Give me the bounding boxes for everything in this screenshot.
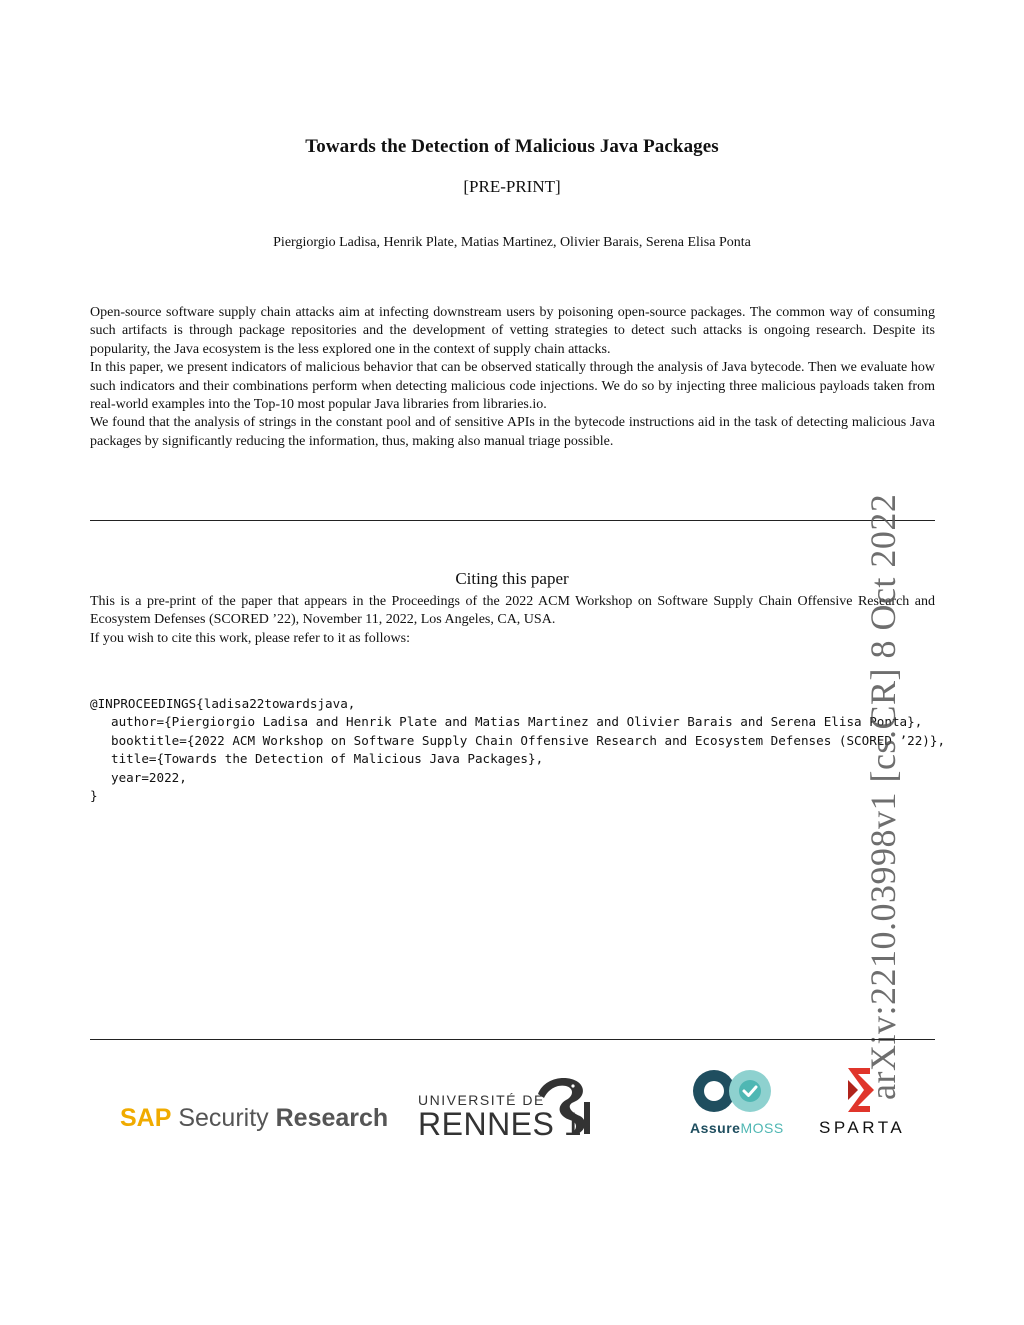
rennes-top-text: UNIVERSITÉ DE — [418, 1092, 545, 1108]
arxiv-watermark: arXiv:2210.03998v1 [cs.CR] 8 Oct 2022 — [863, 493, 903, 1100]
abstract — [90, 304, 935, 451]
bibtex-line: title={Towards the Detection of Malicious Java Packages}, — [111, 751, 544, 767]
sparta-logo — [818, 1066, 910, 1138]
bibtex-line: year=2022, — [111, 769, 187, 785]
sparta-wordmark: SPARTA — [819, 1118, 906, 1137]
sap-security-research-logo: SAP Security Research — [120, 1104, 389, 1132]
assuremoss-logo — [688, 1066, 784, 1138]
citing-heading: Citing this paper — [455, 569, 569, 588]
bibtex-line: @INPROCEEDINGS{ladisa22towardsjava, — [90, 696, 356, 711]
divider — [90, 1039, 935, 1040]
abstract-paragraph: We found that the analysis of strings in the constant pool and of sensitive APIs in the bytecode instructions aid in the task of detecting malicious Java packages by significantly reducing the information, thus, making also manual triage possible. — [90, 415, 935, 449]
assuremoss-wordmark: AssureMOSS — [690, 1120, 784, 1136]
universite-de-rennes-logo — [418, 1072, 598, 1140]
divider — [90, 520, 935, 521]
citing-line: If you wish to cite this work, please refer to it as follows: — [90, 630, 410, 646]
abstract-paragraph: In this paper, we present indicators of malicious behavior that can be observed statically through the analysis of Java bytecode. Then we evaluate how such indicators and their combinations perform when detecting malicious code injections. We do so by injecting three malicious payloads taken from real-world examples into the Top-10 most popular Java libraries from libraries.io. — [90, 360, 935, 413]
author-list: Piergiorgio Ladisa, Henrik Plate, Matias Martinez, Olivier Barais, Serena Elisa Ponta — [273, 235, 751, 250]
abstract-paragraph: Open-source software supply chain attacks aim at infecting downstream users by poisoning open-source packages. The common way of consuming such artifacts is through package repositories and the development of vetting strategies to detect such attacks is ongoing research. Despite its popularity, the Java ecosystem is the less explored one in the context of supply chain attacks. — [90, 305, 935, 357]
citing-text — [90, 593, 935, 648]
preprint-label: [PRE-PRINT] — [463, 177, 561, 196]
citing-line: This is a pre-print of the paper that appears in the Proceedings of the 2022 ACM Workshop on Software Supply Chain Offensive Research and Ecosystem Defenses (SCORED ’22), November 11, 2022, Los Angeles, CA, USA. — [90, 594, 935, 628]
rennes-name: RENNES 1 — [418, 1106, 583, 1142]
paper-title: Towards the Detection of Malicious Java Packages — [305, 136, 719, 157]
sparta-emblem-icon — [844, 1066, 880, 1112]
bibtex-line: } — [90, 788, 98, 804]
bibtex-line: author={Piergiorgio Ladisa and Henrik Plate and Matias Martinez and Olivier Barais and Serena Elisa Ponta}, — [111, 714, 923, 730]
bibtex-line: booktitle={2022 ACM Workshop on Software Supply Chain Offensive Research and Ecosystem Defenses (SCORED ’22)}, — [111, 732, 946, 748]
bibtex-block — [90, 695, 945, 805]
infinity-check-icon — [690, 1066, 776, 1116]
